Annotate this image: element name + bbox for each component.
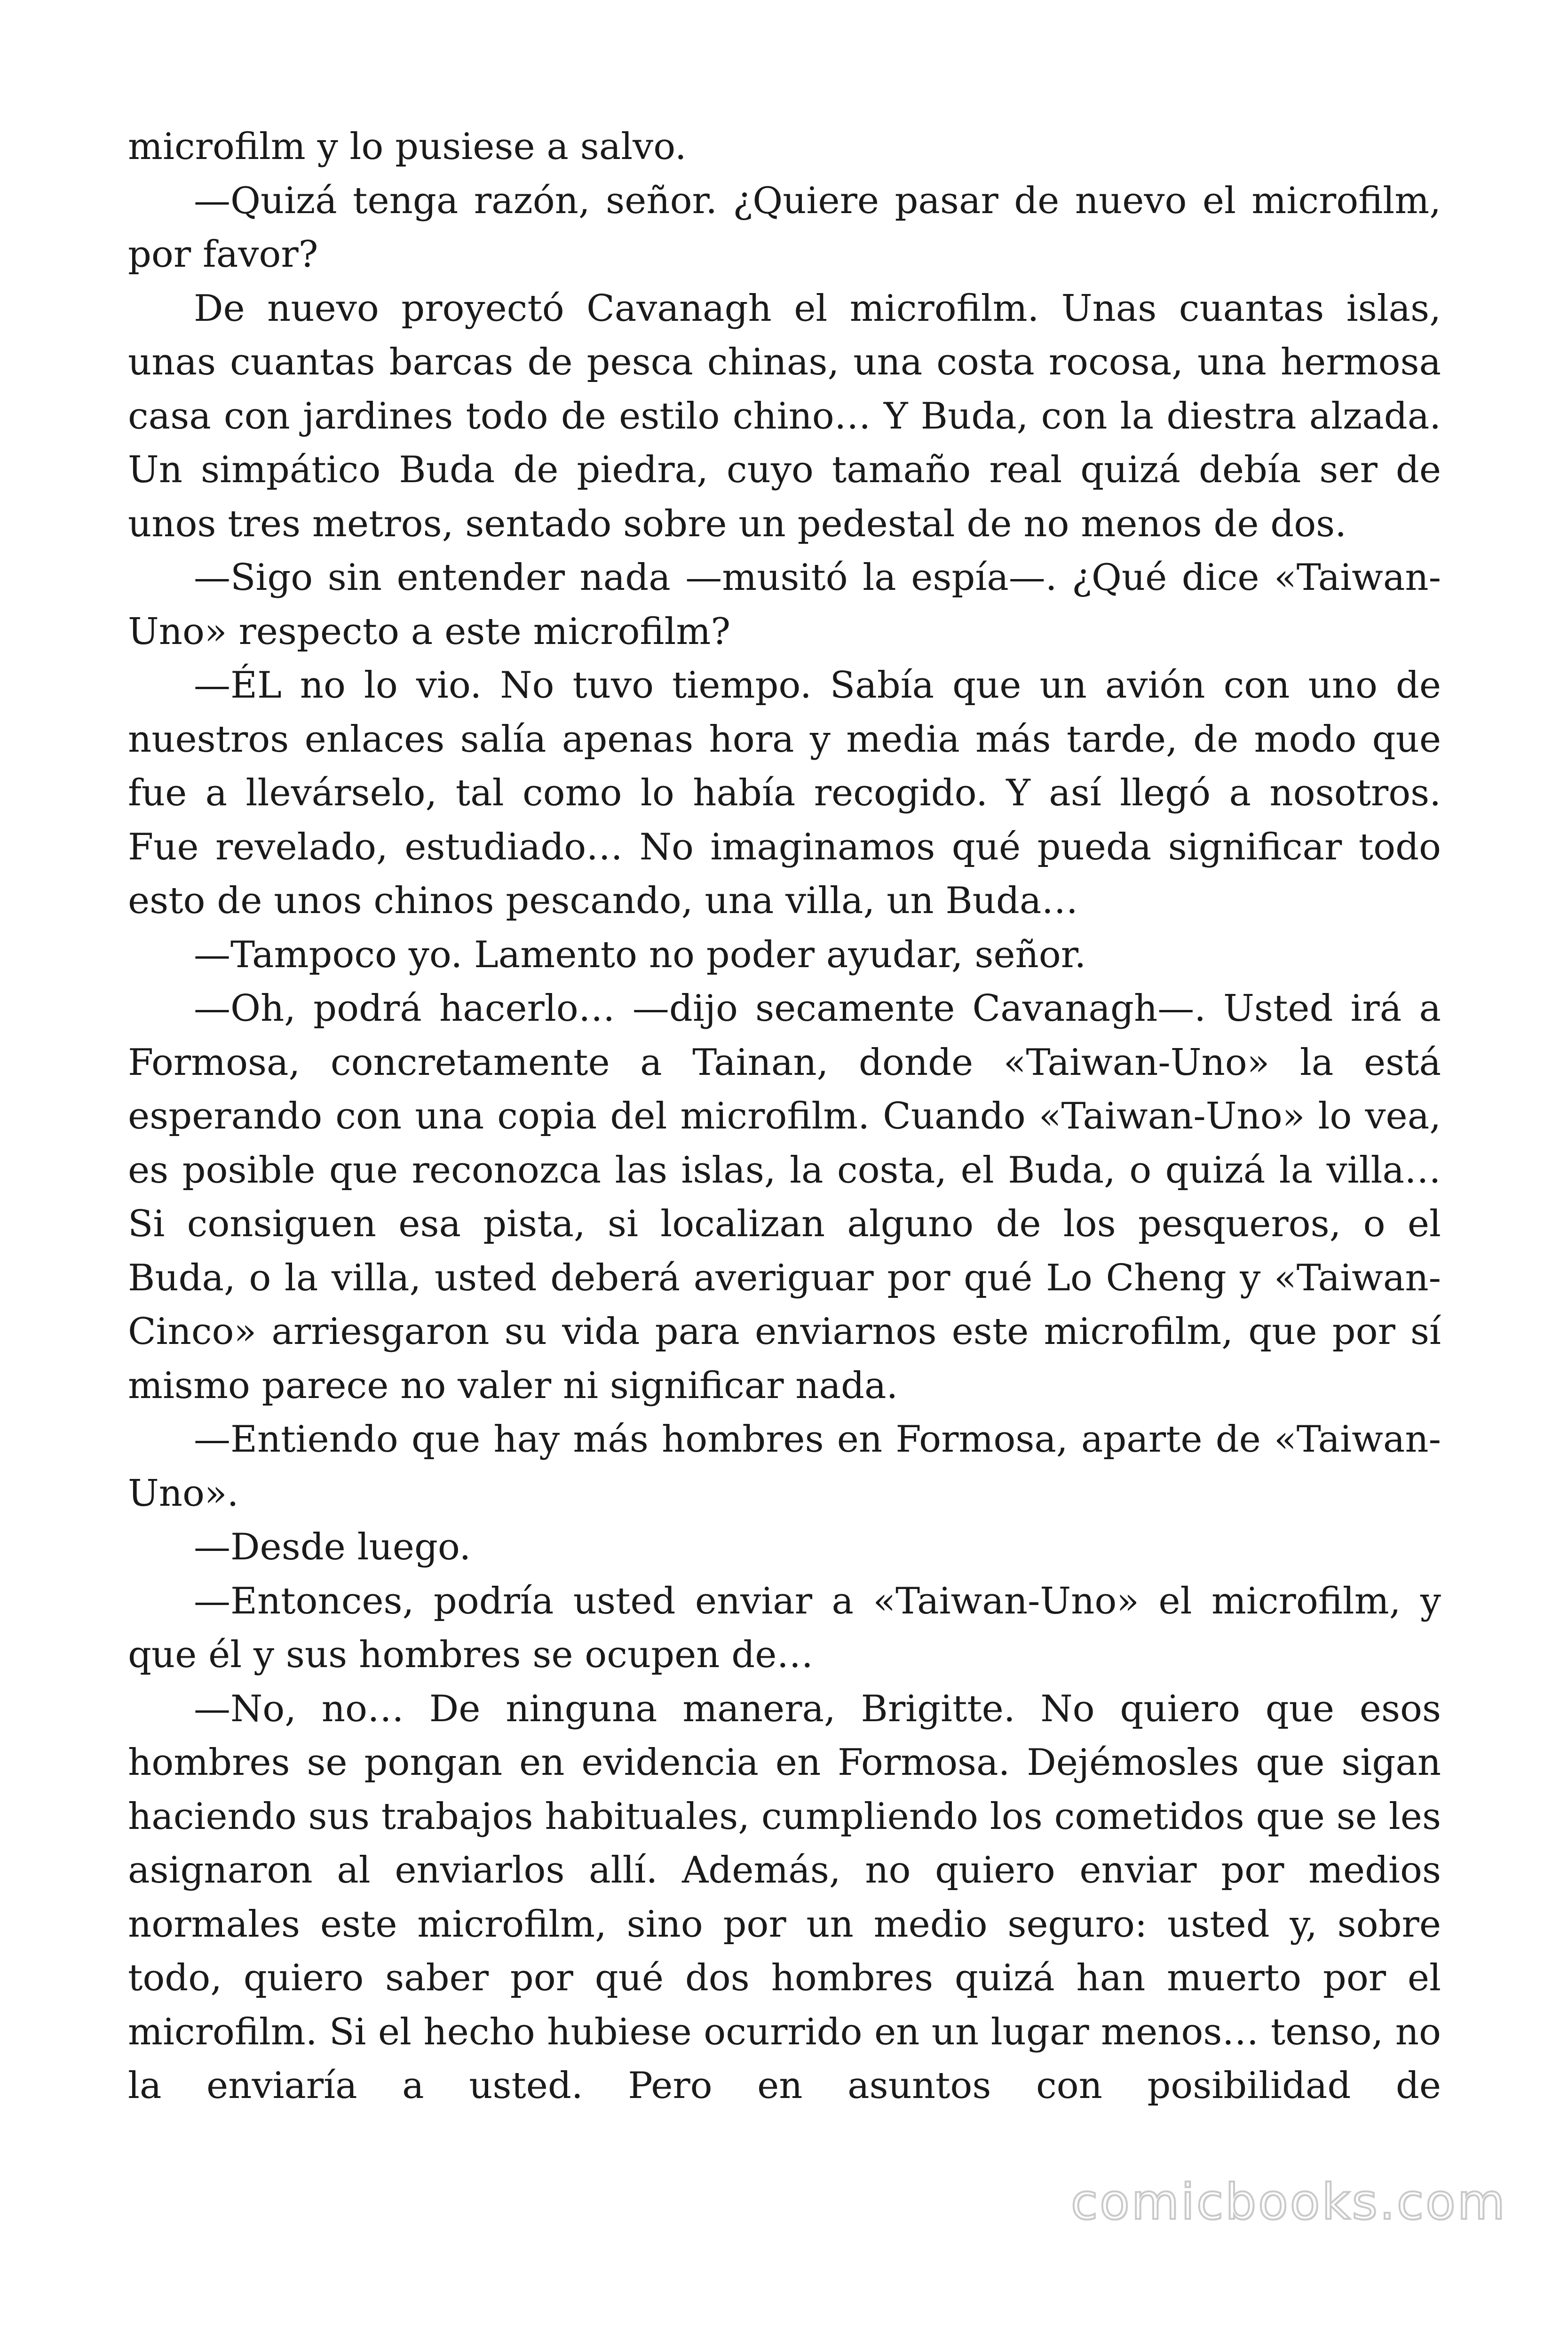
page-body (128, 120, 1441, 2113)
paragraph-2: —Quizá tenga razón, señor. ¿Quiere pasar de nuevo el microfilm, por favor? (128, 179, 1441, 276)
paragraph-11: —No, no… De ninguna manera, Brigitte. No quiero que esos hombres se pongan en evidencia en Formosa. Dejémosles que sigan haciendo sus trabajos habituales, cumpliendo los cometidos que se les asignaron al enviarlos allí. Además, no quiero enviar por medios normales este microfilm, sino por un medio seguro: usted y, sobre todo, quiero saber por qué dos hombres quizá han muerto por el microfilm. Si el hecho hubiese ocurrido en un lugar menos… tenso, no la enviaría a usted. Pero en asuntos con posibilidad de (128, 1687, 1441, 2107)
paragraph-3: De nuevo proyectó Cavanagh el microfilm. Unas cuantas islas, unas cuantas barcas de pesca chinas, una costa rocosa, una hermosa casa con jardines todo de estilo chino… Y Buda, con la diestra alzada. Un simpático Buda de piedra, cuyo tamaño real quizá debía ser de unos tres metros, sentado sobre un pedestal de no menos de dos. (128, 287, 1441, 545)
paragraph-5: —ÉL no lo vio. No tuvo tiempo. Sabía que un avión con uno de nuestros enlaces salía apenas hora y media más tarde, de modo que fue a llevárselo, tal como lo había recogido. Y así llegó a nosotros. Fue revelado, estudiado… No imaginamos qué pueda significar todo esto de unos chinos pescando, una villa, un Buda… (128, 664, 1441, 922)
paragraph-7: —Oh, podrá hacerlo… —dijo secamente Cavanagh—. Usted irá a Formosa, concretamente a Tainan, donde «Taiwan-Uno» la está esperando con una copia del microfilm. Cuando «Taiwan-Uno» lo vea, es posible que reconozca las islas, la costa, el Buda, o quizá la villa… Si consiguen esa pista, si localizan alguno de los pesqueros, o el Buda, o la villa, usted deberá averiguar por qué Lo Cheng y «Taiwan-Cinco» arriesgaron su vida para enviarnos este microfilm, que por sí mismo parece no valer ni significar nada. (128, 987, 1441, 1407)
paragraph-8: —Entiendo que hay más hombres en Formosa, aparte de «Taiwan-Uno». (128, 1418, 1441, 1515)
paragraph-1: microfilm y lo pusiese a salvo. (128, 126, 687, 168)
paragraph-6: —Tampoco yo. Lamento no poder ayudar, señor. (194, 933, 1086, 976)
paragraph-9: —Desde luego. (194, 1526, 471, 1568)
paragraph-10: —Entonces, podría usted enviar a «Taiwan-Uno» el microfilm, y que él y sus hombres se ocupen de… (128, 1580, 1441, 1676)
paragraph-4: —Sigo sin entender nada —musitó la espía—. ¿Qué dice «Taiwan-Uno» respecto a este microfilm? (128, 556, 1441, 653)
watermark: comicbooks.com (1070, 2173, 1507, 2231)
